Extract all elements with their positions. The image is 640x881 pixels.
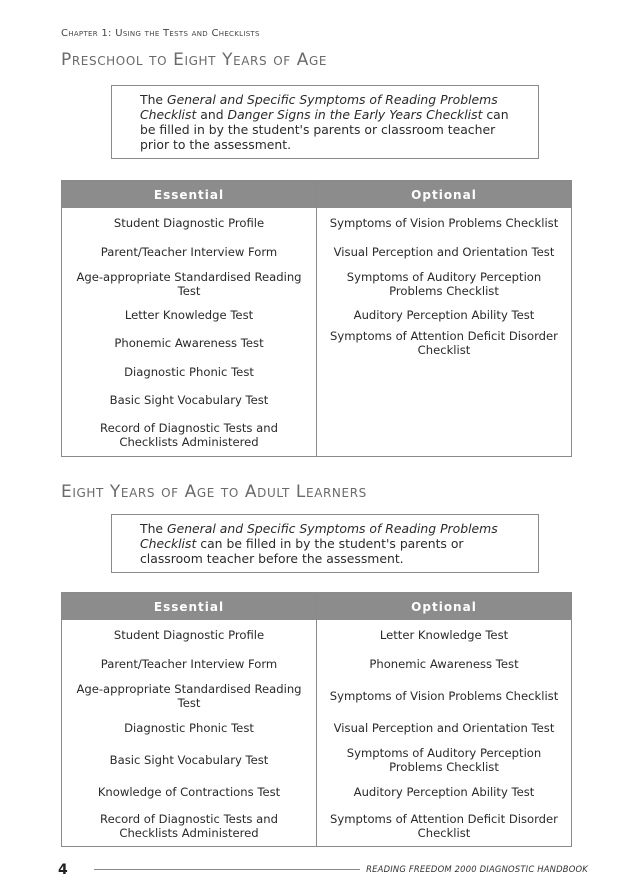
essential-cell: Record of Diagnostic Tests and Checklists Administered	[62, 806, 317, 846]
essential-cell: Letter Knowledge Test	[62, 302, 317, 328]
table-row	[62, 266, 572, 302]
table-row	[62, 386, 572, 414]
optional-cell	[317, 414, 572, 456]
optional-cell: Visual Perception and Orientation Test	[333, 245, 555, 259]
callout-note-eight-to-adult	[111, 514, 539, 573]
callout-emphasis: General and Specific Symptoms of Reading Problems Checklist	[140, 521, 498, 551]
callout-text: can be filled in by the student's parents or classroom teacher before the assessment.	[140, 536, 464, 566]
table-row	[62, 678, 572, 714]
table-row	[62, 238, 572, 266]
essential-cell: Diagnostic Phonic Test	[62, 714, 317, 742]
section-title-preschool: Preschool to Eight Years of Age	[61, 50, 328, 70]
essential-cell: Phonemic Awareness Test	[62, 328, 317, 358]
optional-cell: Symptoms of Vision Problems Checklist	[329, 689, 559, 703]
callout-text: The	[140, 92, 167, 107]
table-row	[62, 302, 572, 328]
essential-cell: Parent/Teacher Interview Form	[62, 650, 317, 678]
optional-cell: Visual Perception and Orientation Test	[333, 721, 555, 735]
table-row	[62, 328, 572, 358]
essential-cell: Student Diagnostic Profile	[62, 620, 317, 650]
essential-cell: Student Diagnostic Profile	[62, 208, 317, 238]
optional-cell	[317, 358, 572, 386]
optional-cell	[317, 386, 572, 414]
essential-cell: Basic Sight Vocabulary Test	[62, 742, 317, 778]
table-row	[62, 620, 572, 650]
optional-cell: Auditory Perception Ability Test	[353, 308, 535, 322]
callout-note-preschool	[111, 85, 539, 159]
table-row	[62, 778, 572, 806]
table-row	[62, 358, 572, 386]
optional-cell: Symptoms of Vision Problems Checklist	[329, 216, 559, 230]
essential-cell: Basic Sight Vocabulary Test	[62, 386, 317, 414]
table-row	[62, 806, 572, 846]
callout-text: and	[196, 107, 228, 122]
optional-cell: Symptoms of Attention Deficit Disorder Checklist	[330, 811, 558, 840]
column-header-essential: Essential	[62, 181, 317, 209]
table-row	[62, 714, 572, 742]
optional-cell: Symptoms of Auditory Perception Problems Checklist	[346, 270, 542, 298]
page-number: 4	[58, 862, 68, 878]
column-header-optional: Optional	[317, 593, 572, 621]
optional-cell: Symptoms of Attention Deficit Disorder Checklist	[330, 329, 558, 357]
callout-emphasis: Danger Signs in the Early Years Checklist	[227, 107, 483, 122]
table-header-row	[62, 181, 572, 209]
checklist-table-preschool	[61, 180, 572, 457]
table-row	[62, 414, 572, 456]
optional-cell: Letter Knowledge Test	[379, 628, 509, 642]
footer-book-title: READING FREEDOM 2000 DIAGNOSTIC HANDBOOK	[360, 864, 588, 874]
optional-cell: Symptoms of Auditory Perception Problems Checklist	[346, 746, 542, 774]
column-header-essential: Essential	[62, 593, 317, 621]
essential-cell: Age-appropriate Standardised Reading Test	[62, 678, 317, 714]
callout-text: The	[140, 521, 167, 536]
essential-cell: Knowledge of Contractions Test	[62, 778, 317, 806]
optional-cell: Phonemic Awareness Test	[369, 657, 519, 671]
essential-cell: Age-appropriate Standardised Reading Test	[62, 266, 317, 302]
callout-emphasis: General and Specific Symptoms of Reading Problems Checklist	[140, 92, 498, 122]
column-header-optional: Optional	[317, 181, 572, 209]
table-row	[62, 650, 572, 678]
essential-cell: Parent/Teacher Interview Form	[62, 238, 317, 266]
table-row	[62, 208, 572, 238]
checklist-table-eight-to-adult	[61, 592, 572, 847]
table-header-row	[62, 593, 572, 621]
essential-cell: Diagnostic Phonic Test	[62, 358, 317, 386]
table-row	[62, 742, 572, 778]
chapter-header: Chapter 1: Using the Tests and Checklists	[61, 28, 260, 39]
callout-text: can be filled in by the student's parents or classroom teacher prior to the assessment.	[140, 107, 509, 152]
essential-cell: Record of Diagnostic Tests and Checklists Administered	[62, 414, 317, 456]
optional-cell: Auditory Perception Ability Test	[353, 785, 535, 799]
section-title-eight-to-adult: Eight Years of Age to Adult Learners	[61, 482, 367, 502]
